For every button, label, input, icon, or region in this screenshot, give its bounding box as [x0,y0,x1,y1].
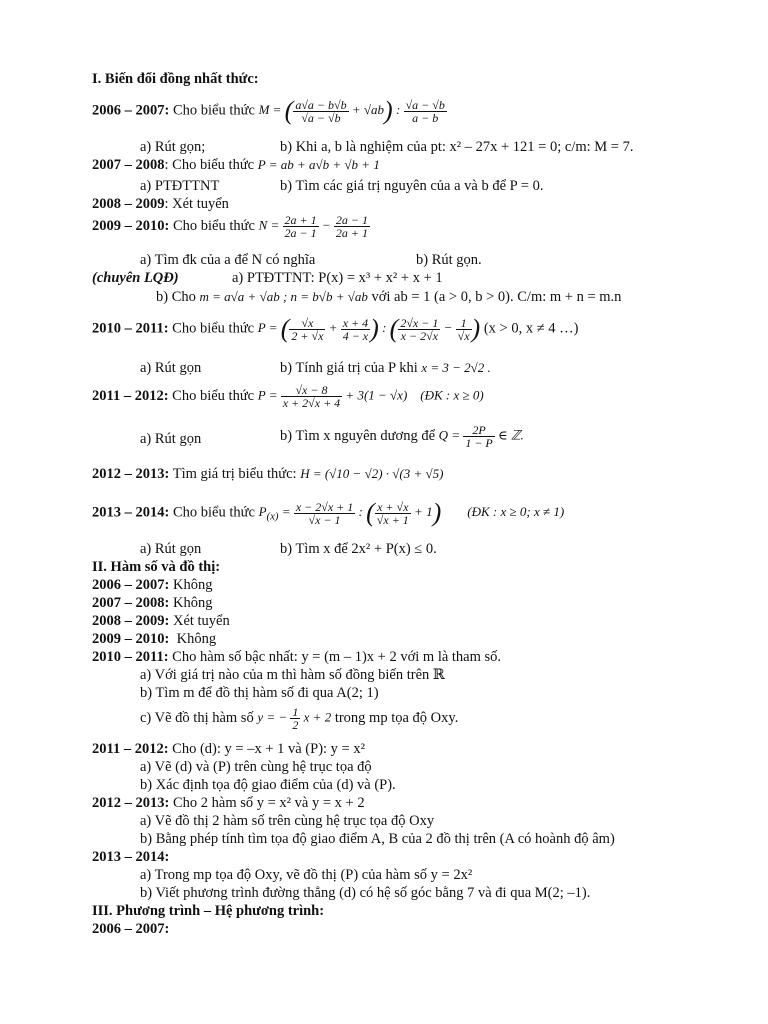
item-2009-2010-b: b) Rút gọn. [416,252,482,268]
s2-item: 2013 – 2014: [92,849,170,865]
s2-item: 2011 – 2012: Cho (d): y = –x + 1 và (P): y = x² [92,741,365,757]
s2-item: 2008 – 2009: Xét tuyển [92,613,230,629]
s2-item: 2010 – 2011: Cho hàm số bậc nhất: y = (m – 1)x + 2 với m là tham số. [92,649,502,665]
s2-sub: b) Viết phương trình đường thẳng (d) có hệ số góc bằng 7 và đi qua M(2; –1). [140,885,591,901]
s2-sub: a) Trong mp tọa độ Oxy, vẽ đồ thị (P) của hàm số y = 2x² [140,867,473,883]
item-2013-2014-b: b) Tìm x để 2x² + P(x) ≤ 0. [280,541,437,557]
section-3-title: III. Phương trình – Hệ phương trình: [92,903,325,919]
item-2009-2010: 2009 – 2010: Cho biểu thức N = $\frac{2a + 1}{2a - 1}$ − $\frac{2a - 1}{2a + 1}$ [92,213,369,240]
item-2007-2008: 2007 – 2008: Cho biểu thức P = ab + a√b + √b + 1 [92,157,380,173]
section-1-title: I. Biến đổi đồng nhất thức: [92,71,259,87]
item-2006-2007: 2006 – 2007: Cho biểu thức M = ( $\frac{a√a - b√b}{√a - √b}$ + √ab) : $\frac{√a - √b}{a - b}$ [92,96,445,125]
s3-item: 2006 – 2007: [92,921,170,937]
item-2010-2011-a: a) Rút gọn [140,360,202,376]
s2-sub: a) Vẽ đồ thị 2 hàm số trên cùng hệ trục tọa độ Oxy [140,813,435,829]
item-2010-2011-b: b) Tính giá trị của P khi x = 3 − 2√2 . [280,360,491,376]
item-2011-2012-a: a) Rút gọn [140,431,202,447]
item-2007-2008-a: a) PTĐTTNT [140,178,220,194]
s2-sub: c) Vẽ đồ thị hàm số y = − $\frac{1}{2}$ x + 2 trong mp tọa độ Oxy. [140,705,459,732]
s2-item: 2006 – 2007: Không [92,577,213,593]
s2-sub: a) Với giá trị nào của m thì hàm số đồng biến trên ℝ [140,667,445,683]
item-lqd-b: b) Cho m = a√a + √ab ; n = b√b + √ab với ab = 1 (a > 0, b > 0). C/m: m + n = m.n [156,289,622,305]
item-lqd-a: a) PTĐTTNT: P(x) = x³ + x² + x + 1 [232,270,443,286]
item-2007-2008-b: b) Tìm các giá trị nguyên của a và b để P = 0. [280,178,544,194]
s2-item: 2012 – 2013: Cho 2 hàm số y = x² và y = x + 2 [92,795,365,811]
item-2006-2007-b: b) Khi a, b là nghiệm của pt: x² – 27x + 121 = 0; c/m: M = 7. [280,139,634,155]
item-2012-2013: 2012 – 2013: Tìm giá trị biểu thức: H = (√10 − √2) · √(3 + √5) [92,466,444,482]
s2-item: 2007 – 2008: Không [92,595,213,611]
item-2006-2007-a: a) Rút gọn; [140,139,206,155]
s2-item: 2009 – 2010: Không [92,631,217,647]
item-2013-2014: 2013 – 2014: Cho biểu thức $P_{(x)}$ = $\frac{x - 2√x + 1}{√x - 1}$ : ( $\frac{x + √x}{√x + 1}$ + 1) (ĐK : x ≥ 0; x ≠ 1) [92,498,565,527]
item-2011-2012-b: b) Tìm x nguyên dương để Q = $\frac{2P}{1 - P}$ ∈ ℤ. [280,423,524,450]
item-2010-2011: 2010 – 2011: Cho biểu thức P = ( $\frac{√x}{2 + √x}$ + $\frac{x + 4}{4 - x}$ ) : ( $\frac{2√x - 1}{x - 2√x}$ − $\frac{1}{√x}$ ) (x > 0, x ≠ 4 …) [92,314,579,343]
formula-m: M = ( $\frac{a√a - b√b}{√a - √b}$ + √ab) : $\frac{√a - √b}{a - b}$ [258,96,445,125]
item-lqd: (chuyên LQĐ) [92,270,179,286]
s2-sub: a) Vẽ (d) và (P) trên cùng hệ trục tọa độ [140,759,372,775]
s2-sub: b) Tìm m để đồ thị hàm số đi qua A(2; 1) [140,685,379,701]
item-2008-2009: 2008 – 2009: Xét tuyển [92,196,229,212]
item-2011-2012: 2011 – 2012: Cho biểu thức P = $\frac{√x - 8}{x + 2√x + 4}$ + 3(1 − √x) (ĐK : x ≥ 0) [92,383,484,410]
s2-sub: b) Bằng phép tính tìm tọa độ giao điểm A, B của 2 đồ thị trên (A có hoành độ âm) [140,831,615,847]
item-2009-2010-a: a) Tìm đk của a để N có nghĩa [140,252,316,268]
section-2-title: II. Hàm số và đồ thị: [92,559,221,575]
s2-sub: b) Xác định tọa độ giao điểm của (d) và (P). [140,777,396,793]
item-2013-2014-a: a) Rút gọn [140,541,202,557]
